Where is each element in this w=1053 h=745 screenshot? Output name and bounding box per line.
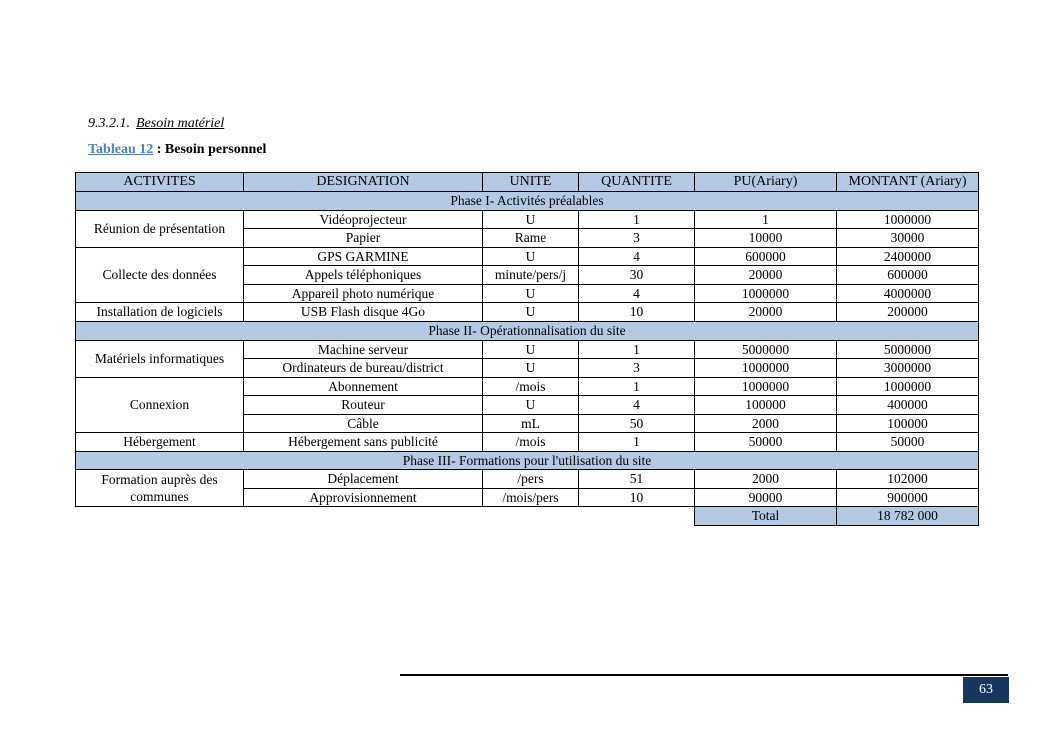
cell: 1 [579, 340, 695, 359]
cell: 1 [579, 377, 695, 396]
cell: 1000000 [695, 377, 837, 396]
besoin-materiel-table [75, 172, 979, 526]
cell: Appels téléphoniques [244, 266, 483, 285]
phase-row-2 [76, 322, 979, 341]
cell: Machine serveur [244, 340, 483, 359]
cell: 100000 [837, 414, 979, 433]
cell: /mois/pers [483, 488, 579, 507]
cell: Ordinateurs de bureau/district [244, 359, 483, 378]
cell: 51 [579, 470, 695, 489]
cell: 102000 [837, 470, 979, 489]
cell: 200000 [837, 303, 979, 322]
cell: 50000 [695, 433, 837, 452]
cell: Approvisionnement [244, 488, 483, 507]
cell: 4 [579, 396, 695, 415]
cell: 30 [579, 266, 695, 285]
cell: GPS GARMINE [244, 247, 483, 266]
table-row [76, 247, 979, 266]
cell: 4 [579, 247, 695, 266]
cell: 5000000 [695, 340, 837, 359]
cell: 100000 [695, 396, 837, 415]
cell: Routeur [244, 396, 483, 415]
cell: /mois [483, 377, 579, 396]
cell: Rame [483, 229, 579, 248]
cell: 10 [579, 488, 695, 507]
section-heading [88, 116, 224, 132]
activity-cell: Connexion [76, 377, 244, 433]
column-header-pu: PU(Ariary) [695, 173, 837, 192]
cell: 1000000 [695, 359, 837, 378]
column-header-quantite: QUANTITE [579, 173, 695, 192]
cell: 10000 [695, 229, 837, 248]
cell: 20000 [695, 303, 837, 322]
table-row [76, 377, 979, 396]
section-title: Besoin matériel [136, 116, 225, 131]
phase-row-1 [76, 192, 979, 211]
cell: Hébergement sans publicité [244, 433, 483, 452]
cell: 4000000 [837, 284, 979, 303]
cell: U [483, 303, 579, 322]
cell: 600000 [695, 247, 837, 266]
empty-cell [76, 507, 695, 526]
cell: 20000 [695, 266, 837, 285]
section-number: 9.3.2.1. [88, 116, 130, 131]
cell: 600000 [837, 266, 979, 285]
activity-cell: Hébergement [76, 433, 244, 452]
table-row [76, 303, 979, 322]
cell: 1 [695, 210, 837, 229]
cell: 5000000 [837, 340, 979, 359]
cell: 3 [579, 229, 695, 248]
cell: 4 [579, 284, 695, 303]
cell: U [483, 210, 579, 229]
cell: 2000 [695, 414, 837, 433]
caption-text: : Besoin personnel [153, 142, 267, 157]
phase-band: Phase III- Formations pour l'utilisation du site [76, 451, 979, 470]
cell: 1000000 [837, 377, 979, 396]
cell: Appareil photo numérique [244, 284, 483, 303]
table-row [76, 433, 979, 452]
cell: 400000 [837, 396, 979, 415]
cell: Déplacement [244, 470, 483, 489]
cell: Abonnement [244, 377, 483, 396]
cell: Câble [244, 414, 483, 433]
phase-row-3 [76, 451, 979, 470]
cell: U [483, 359, 579, 378]
cell: 50 [579, 414, 695, 433]
activity-cell: Installation de logiciels [76, 303, 244, 322]
column-header-activites: ACTIVITES [76, 173, 244, 192]
cell: 2400000 [837, 247, 979, 266]
activity-cell: Formation auprès des communes [76, 470, 244, 507]
activity-cell: Réunion de présentation [76, 210, 244, 247]
table-row [76, 340, 979, 359]
cell: 1 [579, 433, 695, 452]
column-header-designation: DESIGNATION [244, 173, 483, 192]
cell: U [483, 340, 579, 359]
cell: Vidéoprojecteur [244, 210, 483, 229]
cell: 90000 [695, 488, 837, 507]
cell: /pers [483, 470, 579, 489]
cell: USB Flash disque 4Go [244, 303, 483, 322]
activity-cell: Collecte des données [76, 247, 244, 303]
cell: 1 [579, 210, 695, 229]
activity-cell: Matériels informatiques [76, 340, 244, 377]
cell: 3 [579, 359, 695, 378]
tableau-link[interactable]: Tableau 12 [88, 142, 154, 157]
header-row [76, 173, 979, 192]
cell: U [483, 284, 579, 303]
total-label: Total [695, 507, 837, 526]
cell: Papier [244, 229, 483, 248]
cell: U [483, 247, 579, 266]
cell: 1000000 [695, 284, 837, 303]
cell: 50000 [837, 433, 979, 452]
table-row [76, 210, 979, 229]
total-value: 18 782 000 [837, 507, 979, 526]
cell: mL [483, 414, 579, 433]
cell: 900000 [837, 488, 979, 507]
cell: 2000 [695, 470, 837, 489]
column-header-montant: MONTANT (Ariary) [837, 173, 979, 192]
total-row [76, 507, 979, 526]
phase-band: Phase I- Activités préalables [76, 192, 979, 211]
cell: U [483, 396, 579, 415]
cell: /mois [483, 433, 579, 452]
footer-divider [400, 674, 1008, 676]
cell: minute/pers/j [483, 266, 579, 285]
cell: 3000000 [837, 359, 979, 378]
column-header-unite: UNITE [483, 173, 579, 192]
table-row [76, 470, 979, 489]
page-number-box [963, 677, 1009, 703]
page-number: 63 [979, 682, 993, 697]
cell: 1000000 [837, 210, 979, 229]
table-caption [88, 142, 266, 158]
cell: 30000 [837, 229, 979, 248]
cell: 10 [579, 303, 695, 322]
phase-band: Phase II- Opérationnalisation du site [76, 322, 979, 341]
